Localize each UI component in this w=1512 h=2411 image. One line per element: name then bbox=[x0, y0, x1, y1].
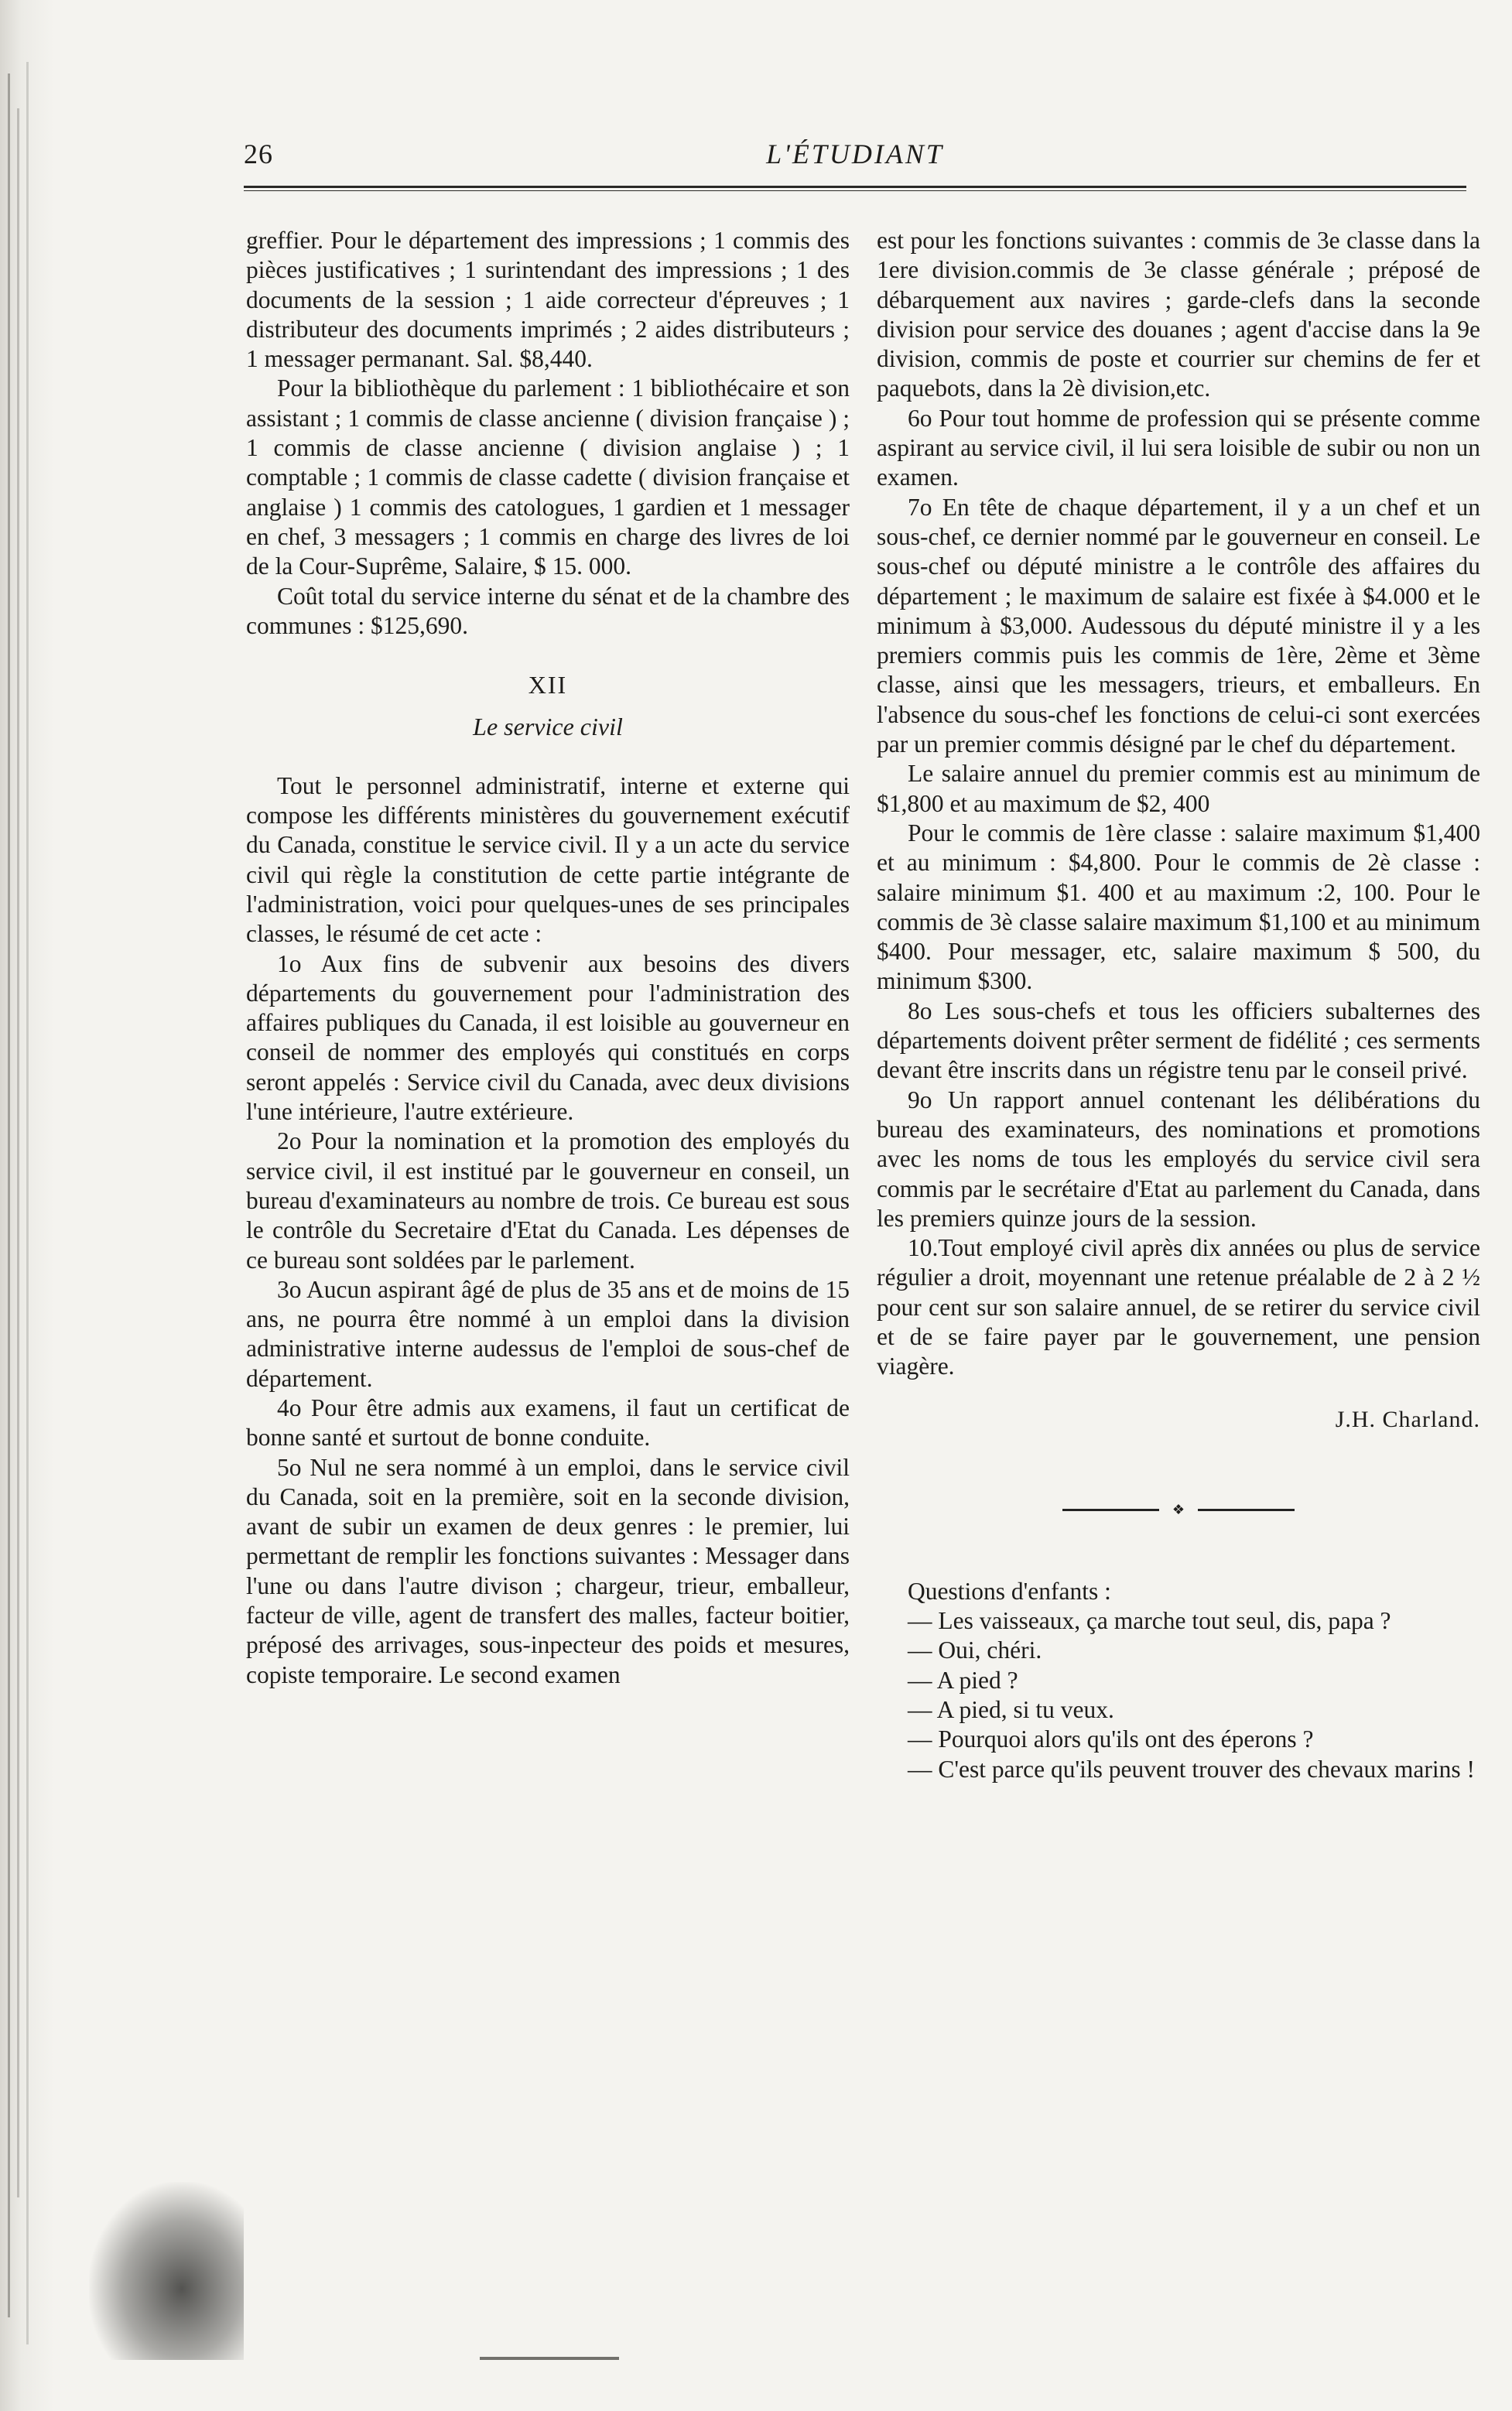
dialogue-line: — C'est parce qu'ils peuvent trouver des chevaux marins ! bbox=[908, 1755, 1476, 1783]
scan-streak bbox=[8, 74, 10, 2317]
paragraph: greffier. Pour le département des impressions ; 1 commis des pièces justificatives ; 1 surintendant des impressions ; 1 des documents de la session ; 1 aide correcteur d'épreuves ; 1 distributeur des documents imprimés ; 2 aides distributeurs ; 1 messager permanant. Sal. $8,440. bbox=[246, 227, 850, 373]
paragraph: Le salaire annuel du premier commis est au minimum de $1,800 et au maximum de $2, 400 bbox=[877, 760, 1480, 817]
dialogue-line: — Les vaisseaux, ça marche tout seul, dis, papa ? bbox=[908, 1607, 1391, 1635]
section-number: XII bbox=[528, 671, 568, 699]
author-signature: J.H. Charland. bbox=[1335, 1406, 1480, 1432]
scan-edge bbox=[0, 0, 54, 2411]
paragraph: Pour la bibliothèque du parlement : 1 bibliothécaire et son assistant ; 1 commis de classe ancienne ( division française ) ; 1 commis de classe ancienne ( division anglaise ) ; 1 comptable ; 1 commis de classe cadette ( division française et anglaise ) 1 commis des catologues, 1 gardien et 1 messager en chef, 3 messagers ; 1 commis en charge des livres de loi de la Cour-Suprême, Salaire, $ 15. 000. bbox=[246, 374, 850, 580]
scan-smudge bbox=[89, 2182, 244, 2360]
paragraph: 10.Tout employé civil après dix années ou plus de service régulier a droit, moyennant une retenue préalable de 2 à 2 ½ pour cent sur son salaire annuel, de se retirer du service civil et de se faire payer par le gouvernement, une pension viagère. bbox=[877, 1234, 1480, 1380]
ornament-icon: ❖ bbox=[1172, 1501, 1185, 1517]
dialogue-line: — A pied, si tu veux. bbox=[908, 1696, 1114, 1724]
scan-streak bbox=[17, 108, 19, 2197]
paragraph: 1o Aux fins de subvenir aux besoins des divers départements du gouvernement pour l'administration des affaires publiques du Canada, il est loisible au gouverneur en conseil de nommer des employés qui constitués en corps seront appelés : Service civil du Canada, avec deux divisions l'une intérieure, l'autre extérieure. bbox=[246, 949, 850, 1126]
anecdote-title: Questions d'enfants : bbox=[908, 1577, 1111, 1605]
dialogue-line: — Oui, chéri. bbox=[908, 1636, 1042, 1664]
paragraph: 7o En tête de chaque département, il y a un chef et un sous-chef, ce dernier nommé par le gouverneur en conseil. Le sous-chef ou député ministre a le contrôle des affaires du département ; le maximum de salaire est fixée à $4.000 et le minimum à $3,000. Audessous du député ministre il y a les premiers commis puis les commis de 1ère, 2ème et 3ème classe, ainsi que les messagers, trieurs, et emballeurs. En l'absence du sous-chef les fonctions de celui-ci sont exercées par un premier commis désigné par le chef du département. bbox=[877, 493, 1480, 758]
divider-line bbox=[1198, 1509, 1295, 1511]
scan-streak bbox=[26, 62, 29, 2344]
anecdote bbox=[877, 1577, 1480, 1784]
paragraph: 3o Aucun aspirant âgé de plus de 35 ans et de moins de 15 ans, ne pourra être nommé à un emploi dans la division administrative interne audessus de l'emploi de sous-chef de département. bbox=[246, 1275, 850, 1392]
paragraph: Pour le commis de 1ère classe : salaire maximum $1,400 et au minimum : $4,800. Pour le commis de 2è classe : salaire minimum $1. 400 et au maximum :2, 100. Pour le commis de 3è classe salaire maximum $1,100 et au minimum $400. Pour messager, etc, salaire maximum $ 500, du minimum $300. bbox=[877, 819, 1480, 995]
dialogue-line: — Pourquoi alors qu'ils ont des éperons ? bbox=[908, 1725, 1314, 1753]
paragraph: 9o Un rapport annuel contenant les délibérations du bureau des examinateurs, des nominations et promotions avec les noms de tous les employés du service civil sera commis par le secrétaire d'Etat au parlement du Canada, dans les premiers quinze jours de la session. bbox=[877, 1086, 1480, 1232]
page-number: 26 bbox=[244, 139, 273, 169]
dialogue-line: — A pied ? bbox=[908, 1666, 1018, 1694]
right-column bbox=[877, 226, 1480, 1784]
running-head: L'ÉTUDIANT bbox=[766, 139, 944, 169]
paragraph: Tout le personnel administratif, interne et externe qui compose les différents ministères du gouvernement exécutif du Canada, constitue le service civil. Il y a un acte du service civil qui règle la constitution de cette partie intégrante de l'administration, voici pour quelques-unes de ses principales classes, le résumé de cet acte : bbox=[246, 771, 850, 948]
paragraph: est pour les fonctions suivantes : commis de 3e classe dans la 1ere division.commis de 3e classe générale ; préposé de débarquement aux navires ; garde-clefs dans la seconde division pour service des douanes ; agent d'accise dans la 9e division, commis de poste et courrier sur chemins de fer et paquebots, dans la 2è division,etc. bbox=[877, 227, 1480, 402]
paragraph: 6o Pour tout homme de profession qui se présente comme aspirant au service civil, il lui sera loisible de subir ou non un examen. bbox=[877, 404, 1480, 491]
ornament-divider bbox=[1062, 1503, 1295, 1517]
left-column bbox=[246, 226, 850, 1690]
paragraph: Coût total du service interne du sénat et de la chambre des communes : $125,690. bbox=[246, 582, 850, 639]
section-title: Le service civil bbox=[473, 713, 623, 741]
paragraph: 8o Les sous-chefs et tous les officiers subalternes des départements doivent prêter serment de fidélité ; ces serments devant être inscrits dans un régistre tenu par le conseil privé. bbox=[877, 997, 1480, 1084]
paragraph: 4o Pour être admis aux examens, il faut un certificat de bonne santé et surtout de bonne conduite. bbox=[246, 1394, 850, 1452]
page-header bbox=[244, 138, 1466, 192]
paragraph: 2o Pour la nomination et la promotion des employés du service civil, il est institué par le gouverneur en conseil, un bureau d'examinateurs au nombre de trois. Ce bureau est sous le contrôle du Secretaire d'Etat du Canada. Les dépenses de ce bureau sont soldées par le parlement. bbox=[246, 1127, 850, 1274]
footer-mark bbox=[480, 2357, 619, 2360]
paragraph: 5o Nul ne sera nommé à un emploi, dans le service civil du Canada, soit en la première, soit en la seconde division, avant de subir un examen de deux genres : le premier, lui permettant de remplir les fonctions suivantes : Messager dans l'une ou dans l'autre divison ; chargeur, trieur, emballeur, facteur de ville, agent de transfert des malles, facteur boitier, préposé des arrivages, sous-inpecteur des poids et mesures, copiste temporaire. Le second examen bbox=[246, 1453, 850, 1688]
divider-line bbox=[1062, 1509, 1159, 1511]
header-rule bbox=[244, 186, 1466, 191]
